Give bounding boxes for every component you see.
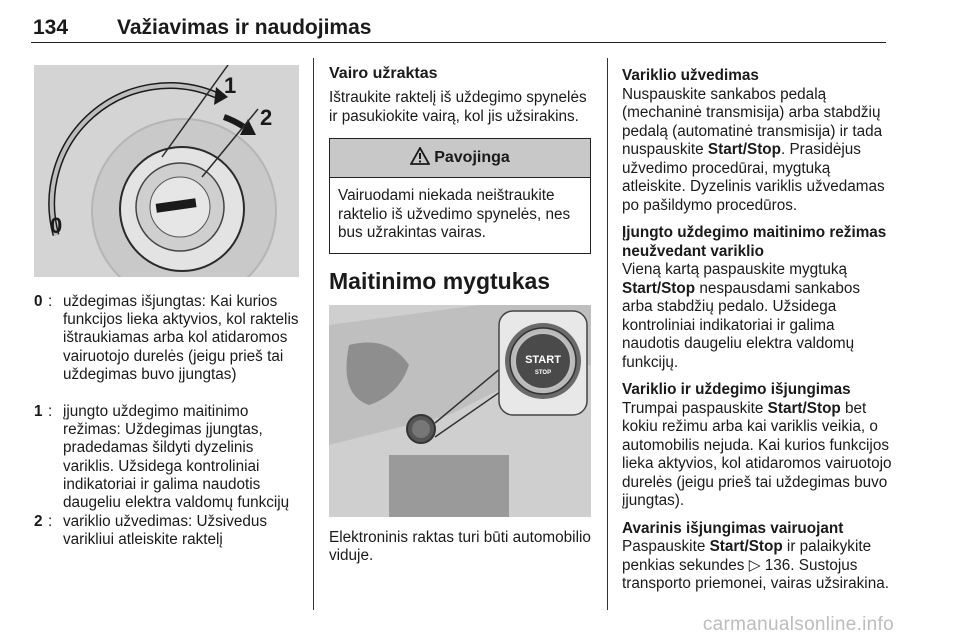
danger-text: Vairuodami niekada neištraukite raktelio iš užvedimo spynelės, nes bus užrakintas vairas. <box>338 187 571 241</box>
section-text: . Sustojus transporto priemonei, vairas užsirakina. <box>622 556 889 592</box>
warning-icon <box>410 147 430 170</box>
start-stop-button-illustration <box>329 305 591 517</box>
steering-lock-text: Ištraukite raktelį iš uždegimo spynelės ir pasukiokite vairą, kol jis užsirakins. <box>329 89 587 125</box>
legend-colon: : <box>48 513 53 530</box>
power-button-heading: Maitinimo mygtukas <box>329 267 551 294</box>
danger-header <box>330 139 590 178</box>
legend-text: variklio užvedimas: Užsivedus varikliui atleiskite raktelį <box>63 513 268 549</box>
legend-text: uždegimas išjungtas: Kai kurios funkcijos lieka aktyvios, kol raktelis ištraukiamas arba kol atidaromos vairuotojo durelės (jeigu prieš tai uždegimas buvo įjungtas) <box>63 293 299 383</box>
section-text: Trumpai paspauskite <box>622 399 768 417</box>
legend-key: 1 <box>34 403 43 420</box>
danger-title: Pavojinga <box>434 149 510 166</box>
position-label-2: 2 <box>260 105 273 130</box>
position-label-1: 1 <box>224 73 237 98</box>
column-divider <box>313 58 314 610</box>
section-text: . Prasidėjus užvedimo procedūrai, mygtuką atleiskite. Dyzelinis variklis užvedamas po pašildymo procedūros. <box>622 141 885 214</box>
legend-item <box>34 513 306 549</box>
position-label-0: 0 <box>50 213 63 238</box>
section-text: Vieną kartą paspauskite mygtuką <box>622 261 848 278</box>
middle-column <box>329 60 591 566</box>
section-heading: Variklio užvedimas <box>622 67 759 84</box>
start-stop-term: Start/Stop <box>709 538 783 555</box>
start-stop-term: Start/Stop <box>767 399 841 417</box>
start-stop-term: Start/Stop <box>622 279 696 297</box>
engine-off-section <box>622 381 892 511</box>
legend-key: 0 <box>34 293 43 310</box>
section-heading: Įjungto uždegimo maitinimo režimas neužvedant variklio <box>622 224 887 260</box>
legend-colon: : <box>48 293 53 310</box>
section-text: Nuspauskite sankabos pedalą (mechaninė transmisija) arba stabdžių pedalą (automatinė transmisija) ir tada nuspauskite <box>622 85 883 158</box>
page-header <box>31 8 886 43</box>
emergency-off-section <box>622 520 892 594</box>
section-heading: Variklio ir uždegimo išjungimas <box>622 381 851 398</box>
section-text: nespausdami sankabos arba stabdžių pedalo. Užsidega kontroliniai indikatoriai ir galima naudotis daugeliu elektra valdomų funkcijų. <box>622 279 861 371</box>
legend <box>34 293 306 549</box>
section-text: Paspauskite <box>622 538 710 555</box>
stop-label: STOP <box>534 369 552 376</box>
section-heading: Avarinis išjungimas vairuojant <box>622 519 844 537</box>
legend-item <box>34 293 306 403</box>
section-text: ir palaikykite penkias sekundes <box>622 538 872 574</box>
page-title: Važiavimas ir naudojimas <box>117 16 372 39</box>
figure-caption: Elektroninis raktas turi būti automobilio viduje. <box>329 528 591 564</box>
right-column <box>622 67 892 603</box>
section-text: bet kokiu režimu arba kai variklis veikia, o automobilis nejuda. Kai kurios funkcijos lieka aktyvios, kol atidaromos vairuotojo durelės (jeigu prieš tai uždegimas buvo įjungtas). <box>622 399 892 509</box>
ignition-on-section <box>622 224 892 372</box>
watermark: carmanualsonline.info <box>702 614 894 635</box>
ignition-lock-illustration <box>34 65 299 277</box>
legend-item <box>34 403 306 513</box>
column-divider <box>607 58 608 610</box>
engine-start-section <box>622 67 892 215</box>
legend-colon: : <box>48 403 53 420</box>
legend-key: 2 <box>34 513 43 530</box>
danger-box <box>329 138 591 254</box>
page-reference[interactable]: 136 <box>764 556 791 574</box>
start-label: START <box>525 353 561 366</box>
legend-text: įjungto uždegimo maitinimo režimas: Uždegimas įjungtas, pradedamas šildyti dyzelinis variklis. Užsidega kontroliniai indikatoriai ir galima naudotis daugeliu elektra valdomų funkcijų <box>63 403 290 512</box>
steering-lock-heading: Vairo užraktas <box>329 65 438 82</box>
page-ref-icon[interactable]: ▷ <box>748 556 761 574</box>
start-stop-term: Start/Stop <box>707 141 781 158</box>
page-number: 134 <box>33 16 69 39</box>
